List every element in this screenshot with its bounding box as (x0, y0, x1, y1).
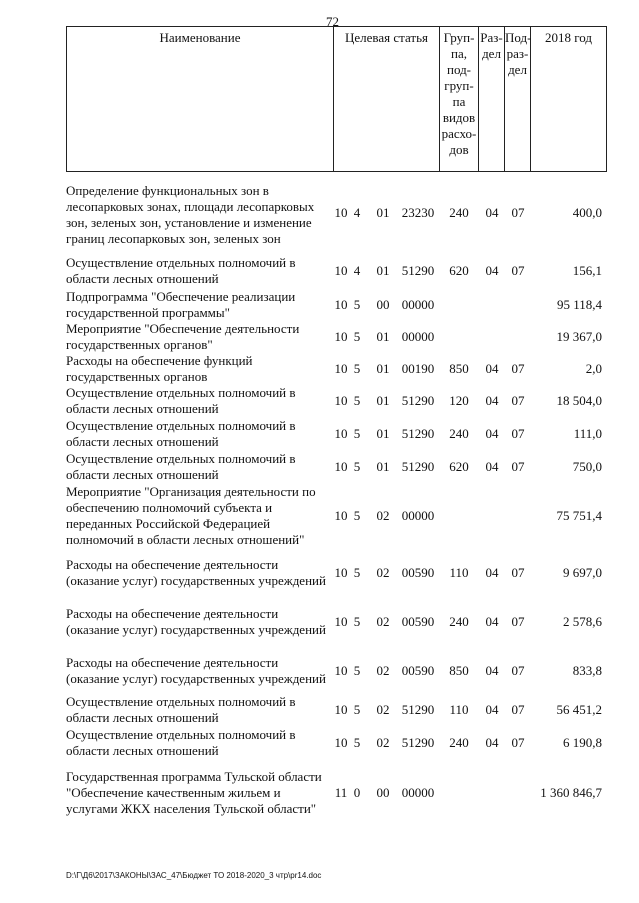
row-name: Расходы на обеспечение деятельности (оказание услуг) государственных учреждений (66, 606, 326, 637)
row-code-c2: 5 (353, 663, 361, 678)
row-code-c4: 51290 (401, 393, 435, 408)
row-code-c3: 01 (376, 205, 390, 220)
header-target-article: Целевая статья (344, 30, 428, 45)
row-code-c2: 5 (353, 565, 361, 580)
row-code-c3: 02 (376, 565, 390, 580)
row-code-c4: 51290 (401, 426, 435, 441)
row-code-c7: 07 (511, 614, 525, 629)
row-amount: 75 751,4 (556, 508, 602, 523)
row-name: Расходы на обеспечение деятельности (оказание услуг) государственных учреждений (66, 557, 326, 588)
row-code-c2: 5 (353, 702, 361, 717)
row-code-c1: 10 (334, 663, 348, 678)
row-code-c2: 5 (353, 735, 361, 750)
row-name: Осуществление отдельных полномочий в области лесных отношений (66, 385, 296, 416)
row-code-c6: 04 (485, 361, 499, 376)
row-code-c4: 00590 (401, 565, 435, 580)
row-name: Расходы на обеспечение деятельности (оказание услуг) государственных учреждений (66, 655, 326, 686)
row-name: Мероприятие "Организация деятельности по обеспечению полномочий субъекта и переданных Российской Федерацией полномочий в области лесных отношений" (66, 484, 316, 547)
row-code-c1: 11 (334, 785, 348, 800)
row-code-c6: 04 (485, 393, 499, 408)
row-name: Осуществление отдельных полномочий в области лесных отношений (66, 727, 296, 758)
row-name: Государственная программа Тульской области "Обеспечение качественным жильем и услугами ЖКХ населения Тульской области" (66, 769, 322, 816)
row-code-c5: 120 (449, 393, 469, 408)
row-code-c1: 10 (334, 459, 348, 474)
row-code-c2: 5 (353, 614, 361, 629)
row-code-c2: 5 (353, 329, 361, 344)
header-year: 2018 год (545, 30, 592, 45)
row-code-c3: 00 (376, 297, 390, 312)
row-code-c7: 07 (511, 361, 525, 376)
row-name: Определение функциональных зон в лесопарковых зонах, площади лесопарковых зон, зеленых зон, установление и изменение границ лесопарковых зон, зеленых зон (66, 183, 315, 246)
row-name: Мероприятие "Обеспечение деятельности государственных органов" (66, 321, 300, 352)
row-code-c4: 51290 (401, 459, 435, 474)
row-code-c5: 240 (449, 614, 469, 629)
row-code-c4: 51290 (401, 263, 435, 278)
row-code-c6: 04 (485, 263, 499, 278)
row-code-c3: 02 (376, 702, 390, 717)
row-code-c7: 07 (511, 393, 525, 408)
row-code-c3: 02 (376, 508, 390, 523)
row-code-c2: 5 (353, 508, 361, 523)
header-group: Груп- па, под- груп- па видов расхо- дов (441, 30, 477, 157)
row-code-c5: 850 (449, 361, 469, 376)
row-amount: 750,0 (572, 459, 602, 474)
row-code-c3: 01 (376, 426, 390, 441)
row-code-c6: 04 (485, 702, 499, 717)
row-code-c5: 620 (449, 459, 469, 474)
row-code-c3: 01 (376, 329, 390, 344)
row-code-c6: 04 (485, 614, 499, 629)
row-amount: 833,8 (572, 663, 602, 678)
row-code-c5: 240 (449, 205, 469, 220)
row-amount: 1 360 846,7 (540, 785, 602, 800)
row-code-c1: 10 (334, 702, 348, 717)
row-code-c4: 00000 (401, 297, 435, 312)
row-code-c5: 110 (449, 565, 469, 580)
row-code-c3: 01 (376, 263, 390, 278)
row-code-c6: 04 (485, 565, 499, 580)
row-name: Расходы на обеспечение функций государственных органов (66, 353, 253, 384)
row-code-c5: 240 (449, 426, 469, 441)
row-amount: 2 578,6 (563, 614, 602, 629)
row-code-c7: 07 (511, 263, 525, 278)
row-code-c2: 5 (353, 393, 361, 408)
row-name: Осуществление отдельных полномочий в области лесных отношений (66, 451, 296, 482)
row-code-c2: 5 (353, 426, 361, 441)
row-code-c7: 07 (511, 702, 525, 717)
row-code-c5: 620 (449, 263, 469, 278)
row-amount: 2,0 (585, 361, 602, 376)
row-code-c5: 110 (449, 702, 469, 717)
footer-file-path: D:\Г\Д6\2017\ЗАКОНЫ\ЗАС_47\Бюджет ТО 2018-2020_3 чтр\pr14.doc (66, 871, 322, 880)
row-name: Осуществление отдельных полномочий в области лесных отношений (66, 418, 296, 449)
row-amount: 56 451,2 (556, 702, 602, 717)
row-code-c4: 00000 (401, 508, 435, 523)
row-name: Подпрограмма "Обеспечение реализации государственной программы" (66, 289, 296, 320)
row-name: Осуществление отдельных полномочий в области лесных отношений (66, 694, 296, 725)
row-name: Осуществление отдельных полномочий в области лесных отношений (66, 255, 296, 286)
row-amount: 156,1 (572, 263, 602, 278)
row-code-c1: 10 (334, 329, 348, 344)
row-code-c4: 00190 (401, 361, 435, 376)
header-name: Наименование (159, 30, 241, 45)
row-code-c1: 10 (334, 426, 348, 441)
row-code-c2: 4 (353, 205, 361, 220)
row-code-c4: 00590 (401, 614, 435, 629)
row-code-c7: 07 (511, 426, 525, 441)
row-code-c2: 5 (353, 361, 361, 376)
row-code-c4: 00590 (401, 663, 435, 678)
row-code-c2: 0 (353, 785, 361, 800)
row-code-c7: 07 (511, 735, 525, 750)
header-subsection: Под- раз- дел (505, 30, 532, 77)
row-code-c1: 10 (334, 565, 348, 580)
page-number: 72 (326, 14, 339, 29)
row-code-c7: 07 (511, 663, 525, 678)
row-code-c1: 10 (334, 297, 348, 312)
row-code-c6: 04 (485, 426, 499, 441)
row-code-c6: 04 (485, 205, 499, 220)
row-code-c7: 07 (511, 459, 525, 474)
row-code-c4: 51290 (401, 702, 435, 717)
row-amount: 6 190,8 (563, 735, 602, 750)
row-code-c3: 02 (376, 663, 390, 678)
row-code-c6: 04 (485, 459, 499, 474)
row-code-c3: 01 (376, 393, 390, 408)
row-code-c3: 02 (376, 614, 390, 629)
row-code-c3: 02 (376, 735, 390, 750)
row-code-c2: 5 (353, 459, 361, 474)
row-amount: 95 118,4 (556, 297, 602, 312)
row-code-c6: 04 (485, 735, 499, 750)
row-code-c4: 23230 (401, 205, 435, 220)
row-code-c1: 10 (334, 614, 348, 629)
row-code-c1: 10 (334, 735, 348, 750)
row-code-c3: 01 (376, 361, 390, 376)
row-code-c4: 51290 (401, 735, 435, 750)
row-code-c1: 10 (334, 508, 348, 523)
row-code-c4: 00000 (401, 785, 435, 800)
row-amount: 111,0 (573, 426, 602, 441)
row-code-c1: 10 (334, 205, 348, 220)
row-code-c7: 07 (511, 205, 525, 220)
row-code-c4: 00000 (401, 329, 435, 344)
row-amount: 9 697,0 (563, 565, 602, 580)
row-amount: 19 367,0 (556, 329, 602, 344)
row-code-c6: 04 (485, 663, 499, 678)
header-section: Раз- дел (480, 30, 503, 61)
row-code-c2: 4 (353, 263, 361, 278)
row-code-c5: 850 (449, 663, 469, 678)
row-amount: 18 504,0 (556, 393, 602, 408)
row-code-c3: 01 (376, 459, 390, 474)
row-amount: 400,0 (572, 205, 602, 220)
row-code-c1: 10 (334, 393, 348, 408)
row-code-c1: 10 (334, 263, 348, 278)
row-code-c5: 240 (449, 735, 469, 750)
row-code-c7: 07 (511, 565, 525, 580)
row-code-c1: 10 (334, 361, 348, 376)
row-code-c3: 00 (376, 785, 390, 800)
row-code-c2: 5 (353, 297, 361, 312)
